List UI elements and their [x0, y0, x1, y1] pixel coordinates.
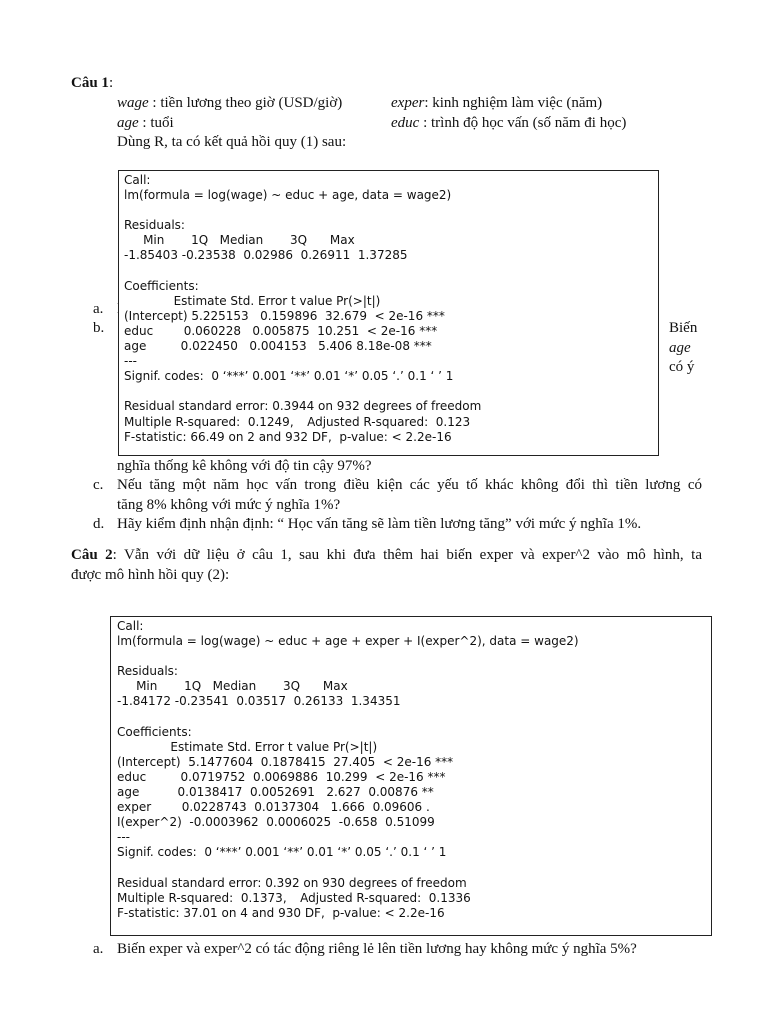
item-b-continuation: nghĩa thống kê không với độ tin cậy 97%?: [117, 458, 372, 474]
item-d-marker: d.: [93, 516, 105, 532]
question-2-item-a-marker: a.: [93, 941, 104, 957]
var-exper-definition: exper: kinh nghiệm làm việc (năm): [391, 95, 603, 111]
item-b-right-1: Biến: [669, 320, 698, 336]
item-b-marker: b.: [93, 320, 105, 336]
var-educ-definition: educ : trình độ học vấn (số năm đi học): [391, 115, 627, 131]
question-2-label: Câu 2: [71, 547, 113, 563]
question-2-line-2: được mô hình hồi quy (2):: [71, 567, 230, 583]
item-c-marker: c.: [93, 477, 104, 493]
question-2-item-a-text: Biến exper và exper^2 có tác động riêng lẻ lên tiền lương hay không mức ý nghĩa 5%?: [117, 941, 637, 957]
var-wage-definition: wage : tiền lương theo giờ (USD/giờ): [117, 95, 343, 111]
question-1-intro: Dùng R, ta có kết quả hồi quy (1) sau:: [117, 134, 347, 150]
regression-output-1: [118, 170, 659, 456]
question-2-line-1: Câu 2: Vẫn với dữ liệu ở câu 1, sau khi đưa thêm hai biến exper và exper^2 vào mô hình, ta: [71, 547, 702, 563]
item-c-line-1: Nếu tăng một năm học vấn trong điều kiện các yếu tố khác không đổi thì tiền lương có: [117, 477, 702, 493]
item-d-text: Hãy kiểm định nhận định: “ Học vấn tăng sẽ làm tiền lương tăng” với mức ý nghĩa 1%.: [117, 516, 642, 532]
var-age-definition: age : tuổi: [117, 115, 174, 131]
item-b-right-3: có ý: [669, 359, 695, 375]
question-1-label: Câu 1: [71, 75, 109, 91]
regression-output-2: [110, 616, 712, 936]
item-a-marker: a.: [93, 301, 104, 317]
question-1-heading: Câu 1:: [71, 75, 114, 91]
item-c-line-2: tăng 8% không với mức ý nghĩa 1%?: [117, 497, 341, 513]
regression-output-2-text: Call: lm(formula = log(wage) ~ educ + age + exper + I(exper^2), data = wage2) Residuals: Min 1Q Median 3Q Max -1.84172 -0.23541 0.03517 0.26133 1.34351 Coefficients: Estimate Std. Error t value Pr(>|t|) (Intercept) 5.1477604 0.1878415 27.405 < 2e-16 *** educ 0.0719752 0.0069886 10.299 < 2e-16 *** age 0.0138417 0.0052691 2.627 0.00876 ** exper 0.0228743 0.0137304 1.666 0.09606 . I(exper^2) -0.0003962 0.0006025 -0.658 0.51099 --- Signif. codes: 0 ‘***’ 0.001 ‘**’ 0.01 ‘*’ 0.05 ‘.’ 0.1 ‘ ’ 1 Residual standard error: 0.392 on 930 degrees of freedom Multiple R-squared: 0.1373, Adjusted R-squared: 0.1336 F-statistic: 37.01 on 4 and 930 DF, p-value: < 2.2e-16: [117, 619, 579, 920]
item-b-right-2: age: [669, 340, 691, 356]
regression-output-1-text: Call: lm(formula = log(wage) ~ educ + age, data = wage2) Residuals: Min 1Q Median 3Q Max -1.85403 -0.23538 0.02986 0.26911 1.37285 Coefficients: Estimate Std. Error t value Pr(>|t|) (Intercept) 5.225153 0.159896 32.679 < 2e-16 *** educ 0.060228 0.005875 10.251 < 2e-16 *** age 0.022450 0.004153 5.406 8.18e-08 *** --- Signif. codes: 0 ‘***’ 0.001 ‘**’ 0.01 ‘*’ 0.05 ‘.’ 0.1 ‘ ’ 1 Residual standard error: 0.3944 on 932 degrees of freedom Multiple R-squared: 0.1249, Adjusted R-squared: 0.123 F-statistic: 66.49 on 2 and 932 DF, p-value: < 2.2e-16: [124, 173, 482, 444]
